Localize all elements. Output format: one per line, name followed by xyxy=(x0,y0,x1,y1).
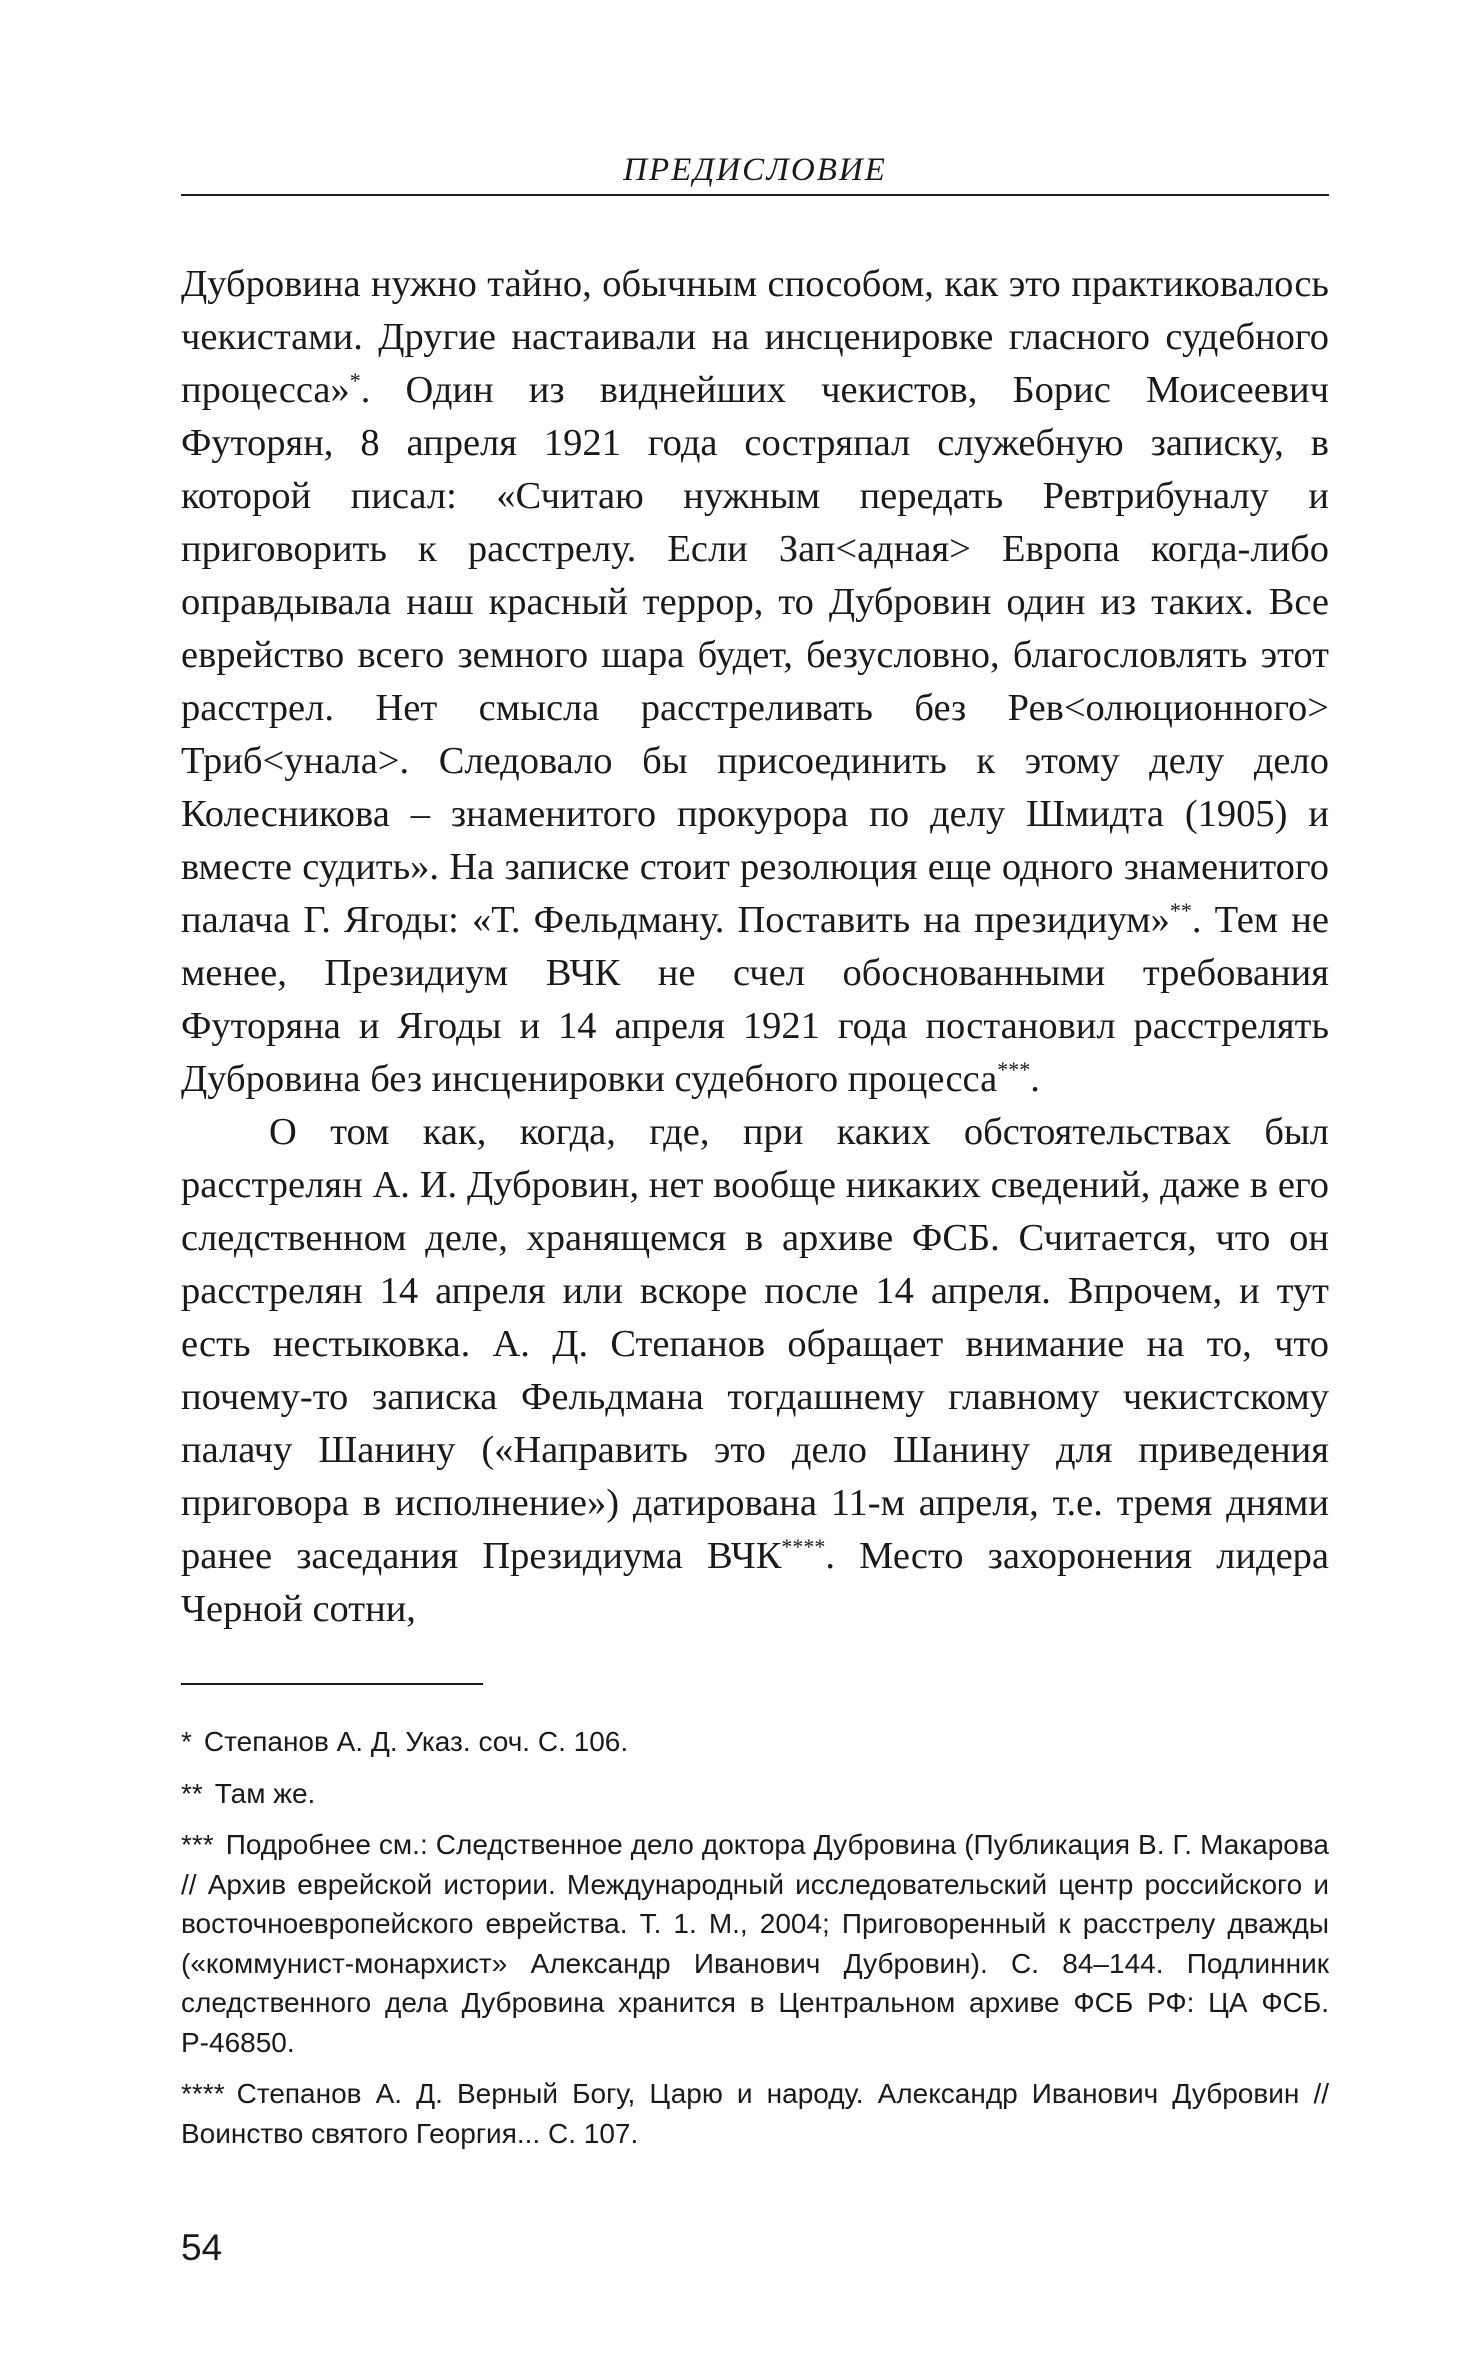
paragraph xyxy=(181,1106,1329,1636)
paragraph xyxy=(181,258,1329,1106)
header-rule xyxy=(181,194,1329,196)
running-head: ПРЕДИСЛОВИЕ xyxy=(623,152,887,188)
paragraph-text: . xyxy=(1030,1058,1040,1100)
footnote-mark: **** xyxy=(181,2078,225,2109)
footnote-mark: ** xyxy=(181,1777,203,1809)
footnote xyxy=(181,1774,1329,1814)
footnote-text: Подробнее см.: Следственное дело доктора Дубровина (Публикация В. Г. Макарова // Архив еврейской истории. Международный исследовательский центр российского и восточноевропейского еврейства. Т. 1. М., 2004; Приговоренный к расстрелу дважды («коммунист-монархист» Александр Иванович Дубровин). С. 84–144. Подлинник следственного дела Дубровина хранится в Центральном архиве ФСБ РФ: ЦА ФСБ. Р-46850. xyxy=(181,1829,1329,2058)
paragraph-text: . Тем не менее, Президиум ВЧК не счел обоснованными требования Футоряна и Ягоды и 14 апреля 1921 года постановил расстрелять Дубровина без инсценировки судебного процесса xyxy=(181,899,1329,1100)
paragraph-text: . Один из виднейших чекистов, Борис Моисеевич Футорян, 8 апреля 1921 года состряпал служебную записку, в которой писал: «Считаю нужным передать Ревтрибуналу и приговорить к расстрелу. Если Зап<адная> Европа когда-либо оправдывала наш красный террор, то Дубровин один из таких. Все еврейство всего земного шара будет, безусловно, благословлять этот расстрел. Нет смысла расстреливать без Рев<олюционного> Триб<унала>. Следовало бы присоединить к этому делу дело Колесникова – знаменитого прокурора по делу Шмидта (1905) и вместе судить». На записке стоит резолюция еще одного знаменитого палача Г. Ягоды: «Т. Фельдману. Поставить на президиум» xyxy=(181,369,1329,941)
footnote-reference: **** xyxy=(781,1534,826,1560)
paragraph-text: . Место захоронения лидера Черной сотни, xyxy=(181,1535,1329,1630)
page-number: 54 xyxy=(181,2227,223,2268)
footnote xyxy=(181,1722,1329,1762)
footnote-text: Там же. xyxy=(214,1777,316,1809)
footnote xyxy=(181,2074,1329,2153)
footnote-reference: *** xyxy=(997,1057,1031,1083)
footnote-separator xyxy=(181,1683,483,1685)
footnotes xyxy=(181,1722,1329,2165)
footnote xyxy=(181,1825,1329,2062)
main-text xyxy=(181,258,1329,1636)
footnote-mark: *** xyxy=(181,1829,214,1860)
footnote-reference: * xyxy=(349,368,361,394)
paragraph-text: Дубровина нужно тайно, обычным способом, как это практиковалось чекистами. Другие настаивали на инсценировке гласного судебного процесса» xyxy=(181,263,1329,411)
footnote-reference: ** xyxy=(1169,898,1192,924)
paragraph-text: О том как, когда, где, при каких обстоятельствах был расстрелян А. И. Дубровин, нет вообще никаких сведений, даже в его следственном деле, хранящемся в архиве ФСБ. Считается, что он расстрелян 14 апреля или вскоре после 14 апреля. Впрочем, и тут есть нестыковка. А. Д. Степанов обращает внимание на то, что почему-то записка Фельдмана тогдашнему главному чекистскому палачу Шанину («Направить это дело Шанину для приведения приговора в исполнение») датирована 11-м апреля, т.е. тремя днями ранее заседания Президиума ВЧК xyxy=(181,1111,1329,1577)
footnote-mark: * xyxy=(181,1726,192,1757)
footnote-text: Степанов А. Д. Указ. соч. С. 106. xyxy=(203,1726,629,1757)
footnote-text: Степанов А. Д. Верный Богу, Царю и народу. Александр Иванович Дубровин // Воинство святого Георгия... С. 107. xyxy=(181,2078,1329,2149)
